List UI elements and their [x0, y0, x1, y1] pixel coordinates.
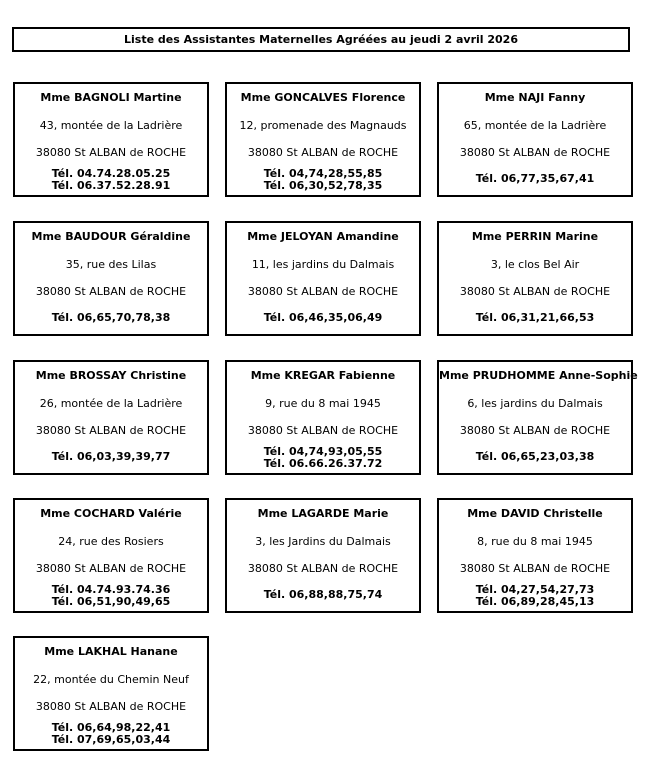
assistant-city: 38080 St ALBAN de ROCHE	[35, 562, 187, 575]
assistant-city: 38080 St ALBAN de ROCHE	[35, 700, 187, 713]
phone-number: Tél. 07,69,65,03,44	[51, 733, 171, 746]
assistant-address: 43, montée de la Ladrière	[39, 119, 183, 132]
assistant-phones	[439, 584, 631, 608]
phone-number: Tél. 04,74,28,55,85	[263, 167, 383, 180]
phone-number: Tél. 04,74,93,05,55	[263, 445, 383, 458]
assistant-address: 6, les jardins du Dalmais	[467, 397, 603, 410]
assistant-city: 38080 St ALBAN de ROCHE	[247, 562, 399, 575]
phone-number: Tél. 06,88,88,75,74	[263, 588, 383, 601]
assistant-card	[225, 498, 421, 613]
assistant-address: 11, les jardins du Dalmais	[251, 258, 395, 271]
assistant-card	[13, 498, 209, 613]
assistant-phones	[15, 584, 207, 608]
phone-number: Tél. 06,30,52,78,35	[263, 179, 383, 192]
assistant-card	[437, 221, 633, 336]
assistant-city: 38080 St ALBAN de ROCHE	[35, 285, 187, 298]
phone-number: Tél. 04,27,54,27,73	[475, 583, 595, 596]
assistant-city: 38080 St ALBAN de ROCHE	[35, 424, 187, 437]
assistant-city: 38080 St ALBAN de ROCHE	[247, 424, 399, 437]
assistant-address: 3, les Jardins du Dalmais	[255, 535, 391, 548]
phone-number: Tél. 06.66.26.37.72	[263, 457, 383, 470]
assistant-phones	[15, 722, 207, 746]
assistant-card	[225, 82, 421, 197]
assistant-phones	[227, 312, 419, 324]
assistant-name: Mme KREGAR Fabienne	[250, 369, 396, 382]
assistant-name: Mme NAJI Fanny	[484, 91, 586, 104]
assistant-name: Mme LAKHAL Hanane	[44, 645, 178, 658]
assistant-address: 65, montée de la Ladrière	[463, 119, 607, 132]
assistant-card	[225, 360, 421, 475]
assistant-name: Mme PRUDHOMME Anne-Sophie	[439, 369, 638, 382]
phone-number: Tél. 04.74.93.74.36	[51, 583, 171, 596]
assistant-phones	[15, 168, 207, 192]
assistant-card	[13, 360, 209, 475]
assistant-city: 38080 St ALBAN de ROCHE	[247, 146, 399, 159]
assistant-address: 9, rue du 8 mai 1945	[265, 397, 381, 410]
assistant-name: Mme JELOYAN Amandine	[247, 230, 399, 243]
assistant-phones	[439, 451, 631, 463]
assistant-city: 38080 St ALBAN de ROCHE	[459, 424, 611, 437]
phone-number: Tél. 06,65,23,03,38	[475, 450, 595, 463]
document-title: Liste des Assistantes Maternelles Agréées au jeudi 2 avril 2026	[12, 27, 630, 52]
assistant-card	[13, 636, 209, 751]
assistant-name: Mme BAGNOLI Martine	[40, 91, 182, 104]
assistant-phones	[227, 168, 419, 192]
assistant-phones	[227, 589, 419, 601]
phone-number: Tél. 06,64,98,22,41	[51, 721, 171, 734]
assistant-address: 8, rue du 8 mai 1945	[477, 535, 593, 548]
phone-number: Tél. 06,31,21,66,53	[475, 311, 595, 324]
phone-number: Tél. 06.37.52.28.91	[51, 179, 171, 192]
assistant-address: 22, montée du Chemin Neuf	[33, 673, 189, 686]
assistant-address: 12, promenade des Magnauds	[239, 119, 407, 132]
assistant-phones	[15, 451, 207, 463]
assistant-card	[225, 221, 421, 336]
phone-number: Tél. 06,46,35,06,49	[263, 311, 383, 324]
assistant-phones	[227, 446, 419, 470]
assistant-name: Mme GONCALVES Florence	[240, 91, 406, 104]
assistant-name: Mme BAUDOUR Géraldine	[31, 230, 191, 243]
assistant-phones	[15, 312, 207, 324]
assistant-city: 38080 St ALBAN de ROCHE	[459, 285, 611, 298]
assistant-address: 35, rue des Lilas	[65, 258, 157, 271]
assistant-card	[437, 498, 633, 613]
assistant-name: Mme LAGARDE Marie	[257, 507, 389, 520]
assistant-address: 24, rue des Rosiers	[58, 535, 164, 548]
assistant-name: Mme COCHARD Valérie	[40, 507, 182, 520]
assistant-phones	[439, 312, 631, 324]
assistant-name: Mme PERRIN Marine	[471, 230, 599, 243]
assistant-name: Mme DAVID Christelle	[467, 507, 603, 520]
phone-number: Tél. 06,89,28,45,13	[475, 595, 595, 608]
assistant-city: 38080 St ALBAN de ROCHE	[459, 146, 611, 159]
assistant-address: 26, montée de la Ladrière	[39, 397, 183, 410]
phone-number: Tél. 06,03,39,39,77	[51, 450, 171, 463]
assistant-address: 3, le clos Bel Air	[490, 258, 580, 271]
assistant-phones	[439, 173, 631, 185]
phone-number: Tél. 06,77,35,67,41	[475, 172, 595, 185]
assistant-city: 38080 St ALBAN de ROCHE	[459, 562, 611, 575]
phone-number: Tél. 06,51,90,49,65	[51, 595, 171, 608]
assistant-city: 38080 St ALBAN de ROCHE	[35, 146, 187, 159]
assistant-city: 38080 St ALBAN de ROCHE	[247, 285, 399, 298]
phone-number: Tél. 06,65,70,78,38	[51, 311, 171, 324]
assistant-card	[437, 360, 638, 475]
assistant-card	[13, 82, 209, 197]
assistant-card	[13, 221, 209, 336]
assistant-name: Mme BROSSAY Christine	[35, 369, 187, 382]
assistant-card	[437, 82, 633, 197]
phone-number: Tél. 04.74.28.05.25	[51, 167, 171, 180]
